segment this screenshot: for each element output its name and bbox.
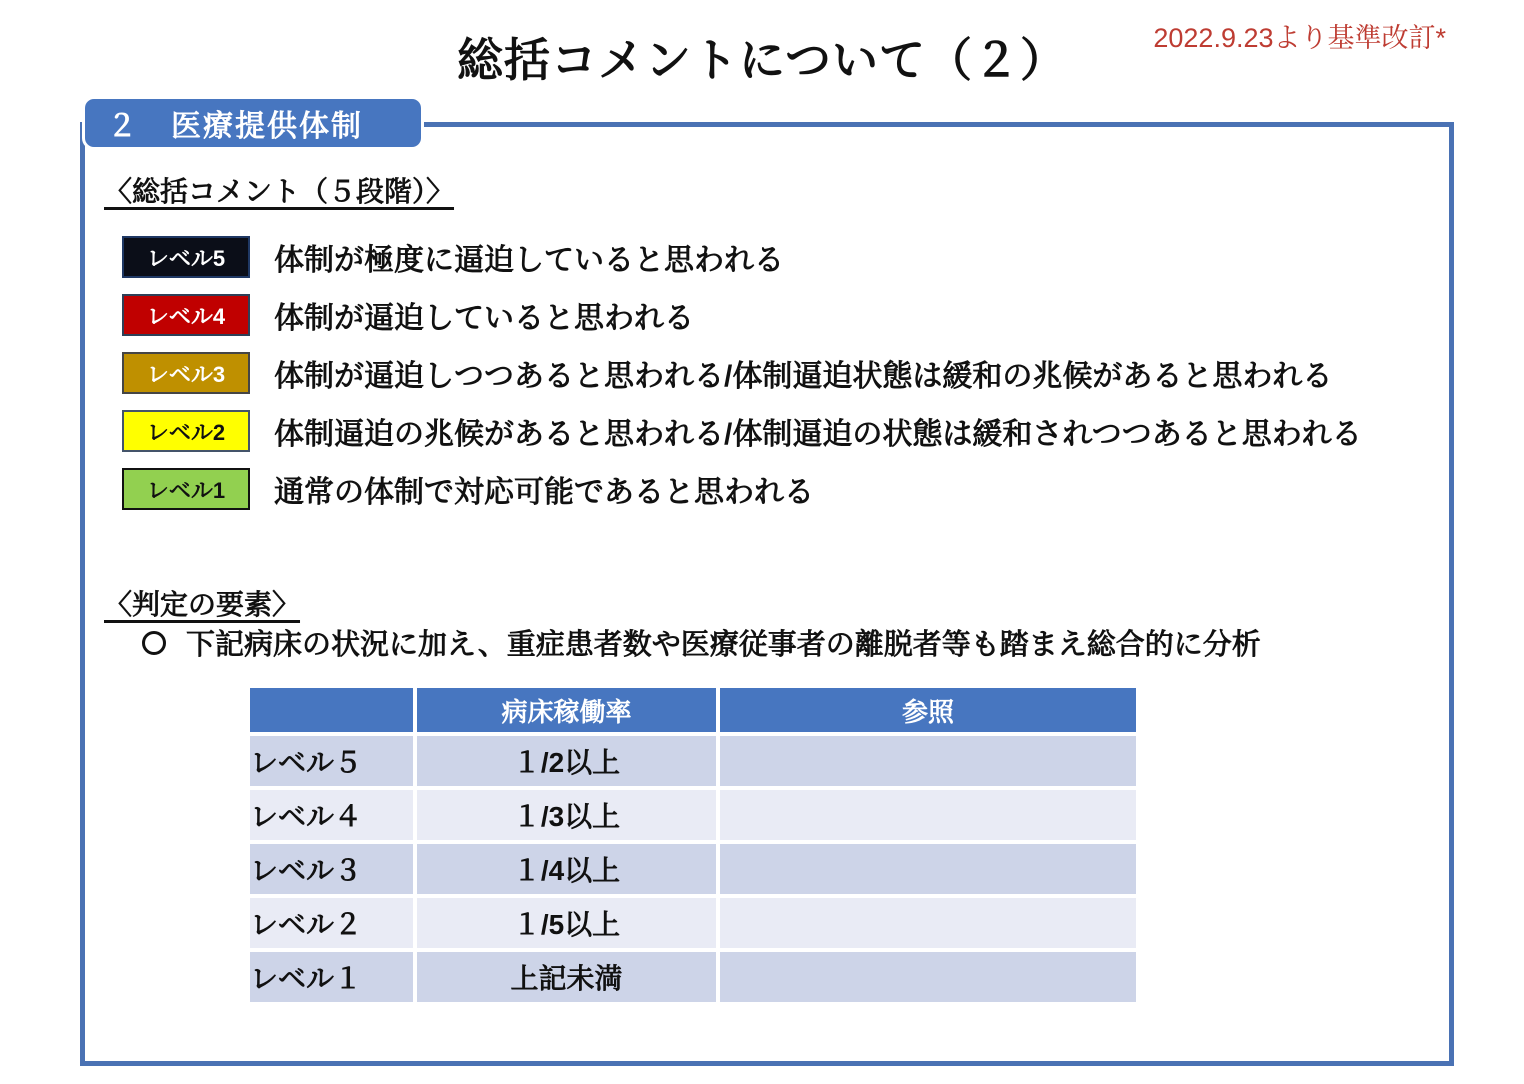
table-header-reference: 参照 [718, 686, 1138, 734]
level-cell: レベル５ [248, 734, 415, 788]
level-3-badge: レベル3 [122, 352, 250, 394]
factors-bullet [142, 622, 1261, 663]
section-badge-label: ２ 医療提供体制 [107, 110, 363, 143]
rate-cell: １/2以上 [415, 734, 718, 788]
table-header-row [248, 686, 1138, 734]
level-row-1 [122, 468, 1362, 510]
level-row-2 [122, 410, 1362, 452]
reference-cell [718, 896, 1138, 950]
level-legend [122, 236, 1362, 510]
level-row-3 [122, 352, 1362, 394]
factors-heading: 〈判定の要素〉 [104, 589, 301, 620]
table-row-level-3 [248, 842, 1138, 896]
level-cell: レベル４ [248, 788, 415, 842]
revision-note: 2022.9.23より基準改訂* [1153, 23, 1446, 53]
level-row-4 [122, 294, 1362, 336]
level-cell: レベル１ [248, 950, 415, 1004]
rate-cell: １/5以上 [415, 896, 718, 950]
rate-cell: 上記未満 [415, 950, 718, 1004]
reference-cell [718, 950, 1138, 1004]
level-cell: レベル３ [248, 842, 415, 896]
table-header-occupancy: 病床稼働率 [415, 686, 718, 734]
level-2-badge: レベル2 [122, 410, 250, 452]
table-header-empty [248, 686, 415, 734]
level-2-description: 体制逼迫の兆候があると思われる/体制逼迫の状態は緩和されつつあると思われる [274, 418, 1362, 451]
reference-cell [718, 734, 1138, 788]
circle-bullet-icon [142, 631, 166, 655]
section-badge [82, 96, 424, 150]
level-1-description: 通常の体制で対応可能であると思われる [274, 476, 814, 509]
level-4-badge: レベル4 [122, 294, 250, 336]
level-5-badge: レベル5 [122, 236, 250, 278]
level-5-description: 体制が極度に逼迫していると思われる [274, 244, 784, 277]
rate-cell: １/4以上 [415, 842, 718, 896]
criteria-table [248, 686, 1138, 1004]
factors-bullet-text: 下記病床の状況に加え、重症患者数や医療従事者の離脱者等も踏まえ総合的に分析 [186, 629, 1261, 661]
page-title: 総括コメントについて（２） [456, 34, 1068, 86]
level-4-description: 体制が逼迫していると思われる [274, 302, 694, 335]
levels-heading: 〈総括コメント（５段階）〉 [104, 176, 455, 207]
table-row-level-2 [248, 896, 1138, 950]
rate-cell: １/3以上 [415, 788, 718, 842]
reference-cell [718, 788, 1138, 842]
table-row-level-4 [248, 788, 1138, 842]
table-row-level-5 [248, 734, 1138, 788]
level-row-5 [122, 236, 1362, 278]
level-cell: レベル２ [248, 896, 415, 950]
level-3-description: 体制が逼迫しつつあると思われる/体制逼迫状態は緩和の兆候があると思われる [274, 360, 1333, 393]
level-1-badge: レベル1 [122, 468, 250, 510]
table-row-level-1 [248, 950, 1138, 1004]
reference-cell [718, 842, 1138, 896]
